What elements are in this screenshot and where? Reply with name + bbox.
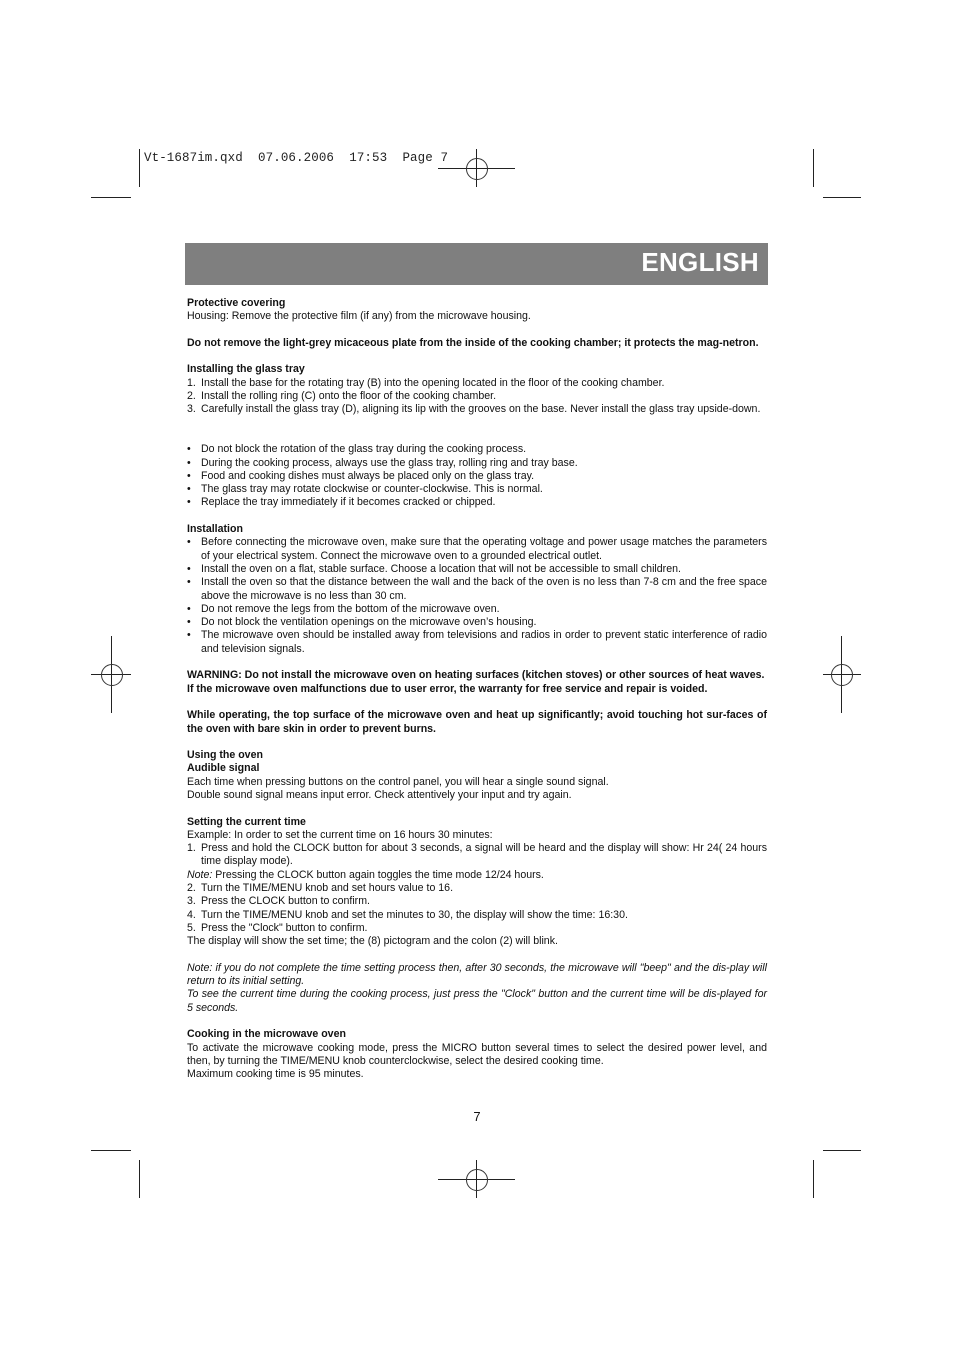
list-item: 2. Turn the TIME/MENU knob and set hours value to 16.	[187, 882, 454, 895]
glass-tray-heading: Installing the glass tray	[187, 363, 305, 376]
magnetron-warning: Do not remove the light-grey micaceous plate from the inside of the cooking chamber; it protects the mag-netron.	[187, 336, 759, 349]
registration-circle-bottom	[466, 1169, 488, 1191]
time-example: Example: In order to set the current time on 16 hours 30 minutes:	[187, 828, 493, 841]
list-item: • Do not block the rotation of the glass tray during the cooking process.	[187, 443, 527, 456]
list-item: 1. Install the base for the rotating tray (B) into the opening located in the floor of the cooking chamber.	[187, 376, 665, 389]
print-slug: Vt-1687im.qxd 07.06.2006 17:53 Page 7	[144, 151, 449, 165]
language-title: ENGLISH	[641, 247, 759, 277]
registration-circle-left	[101, 664, 123, 686]
list-item: 2. Install the rolling ring (C) onto the floor of the cooking chamber.	[187, 390, 497, 403]
page-content	[187, 297, 767, 1082]
cooking-heading: Cooking in the microwave oven	[187, 1028, 346, 1041]
installation-heading: Installation	[187, 523, 243, 536]
list-item: • Replace the tray immediately if it becomes cracked or chipped.	[187, 496, 496, 509]
list-item: 1. Press and hold the CLOCK button for about 3 seconds, a signal will be heard and the display will show: Hr 24( 24 hours time display mode).	[187, 842, 767, 868]
list-item: • Install the oven on a flat, stable surface. Choose a location that will not be accessible to small children.	[187, 562, 681, 575]
list-item: • Do not block the ventilation openings on the microwave oven’s housing.	[187, 616, 537, 629]
time-note: Note: Pressing the CLOCK button again toggles the time mode 12/24 hours.	[187, 868, 544, 881]
audible-line-1: Each time when pressing buttons on the control panel, you will hear a single sound signal.	[187, 775, 609, 788]
audible-heading: Audible signal	[187, 762, 260, 775]
language-banner	[185, 243, 768, 285]
crop-mark-bottom-right-h	[823, 1150, 861, 1151]
protective-housing: Housing: Remove the protective film (if any) from the microwave housing.	[187, 310, 531, 323]
list-item: 3. Carefully install the glass tray (D), aligning its lip with the grooves on the base. Never install the glass tray upside-down.	[187, 403, 761, 416]
crop-mark-top-right-h	[823, 197, 861, 198]
crop-mark-bottom-left-v	[139, 1160, 140, 1198]
crop-mark-top-left-h	[91, 197, 131, 198]
list-item: 4. Turn the TIME/MENU knob and set the minutes to 30, the display will show the time: 16:30.	[187, 908, 628, 921]
list-item: • The glass tray may rotate clockwise or counter-clockwise. This is normal.	[187, 483, 543, 496]
list-item: 5. Press the "Clock" button to confirm.	[187, 921, 368, 934]
audible-line-2: Double sound signal means input error. Check attentively your input and try again.	[187, 788, 572, 801]
protective-heading: Protective covering	[187, 297, 286, 309]
list-item: • Do not remove the legs from the bottom of the microwave oven.	[187, 602, 500, 615]
list-item: • Install the oven so that the distance between the wall and the back of the oven is no less than 7-8 cm and the free space above the microwave is no less than 30 cm.	[187, 576, 767, 602]
burn-warning: While operating, the top surface of the microwave oven and heat up significantly; avoid touching hot sur-faces of the oven with bare skin in order to prevent burns.	[187, 709, 767, 735]
registration-circle-top	[466, 158, 488, 180]
crop-mark-top-right-v	[813, 149, 814, 187]
registration-circle-right	[831, 664, 853, 686]
crop-mark-bottom-left-h	[91, 1150, 131, 1151]
list-item: 3. Press the CLOCK button to confirm.	[187, 895, 370, 908]
cooking-text: To activate the microwave cooking mode, press the MICRO button several times to select the desired power level, and then, by turning the TIME/MENU knob counterclockwise, select the desired cooking time.	[187, 1041, 767, 1067]
time-heading: Setting the current time	[187, 815, 306, 828]
crop-mark-bottom-right-v	[813, 1160, 814, 1198]
warranty-warning: If the microwave oven malfunctions due to user error, the warranty for free service and repair is voided.	[187, 682, 708, 695]
list-item: • During the cooking process, always use the glass tray, rolling ring and tray base.	[187, 456, 578, 469]
time-note-3: To see the current time during the cooking process, just press the "Clock" button and the current time will be dis-played for 5 seconds.	[187, 988, 767, 1014]
cooking-max: Maximum cooking time is 95 minutes.	[187, 1068, 364, 1081]
list-item: • Food and cooking dishes must always be placed only on the glass tray.	[187, 469, 535, 482]
page-number: 7	[473, 1109, 481, 1124]
list-item: • The microwave oven should be installed away from televisions and radios in order to prevent static interference of radio and television signals.	[187, 629, 767, 655]
list-item: • Before connecting the microwave oven, make sure that the operating voltage and power usage matches the parameters of your electrical system. Connect the microwave oven to a grounded electrical outlet.	[187, 536, 767, 562]
time-note-2: Note: if you do not complete the time setting process then, after 30 seconds, the microwave will "beep" and the dis-play will return to its initial setting.	[187, 961, 767, 988]
using-heading: Using the oven	[187, 749, 263, 762]
crop-mark-top-left-v	[139, 149, 140, 187]
time-result: The display will show the set time; the (8) pictogram and the colon (2) will blink.	[187, 935, 558, 948]
heat-warning: WARNING: Do not install the microwave oven on heating surfaces (kitchen stoves) or other sources of heat waves.	[187, 669, 765, 682]
